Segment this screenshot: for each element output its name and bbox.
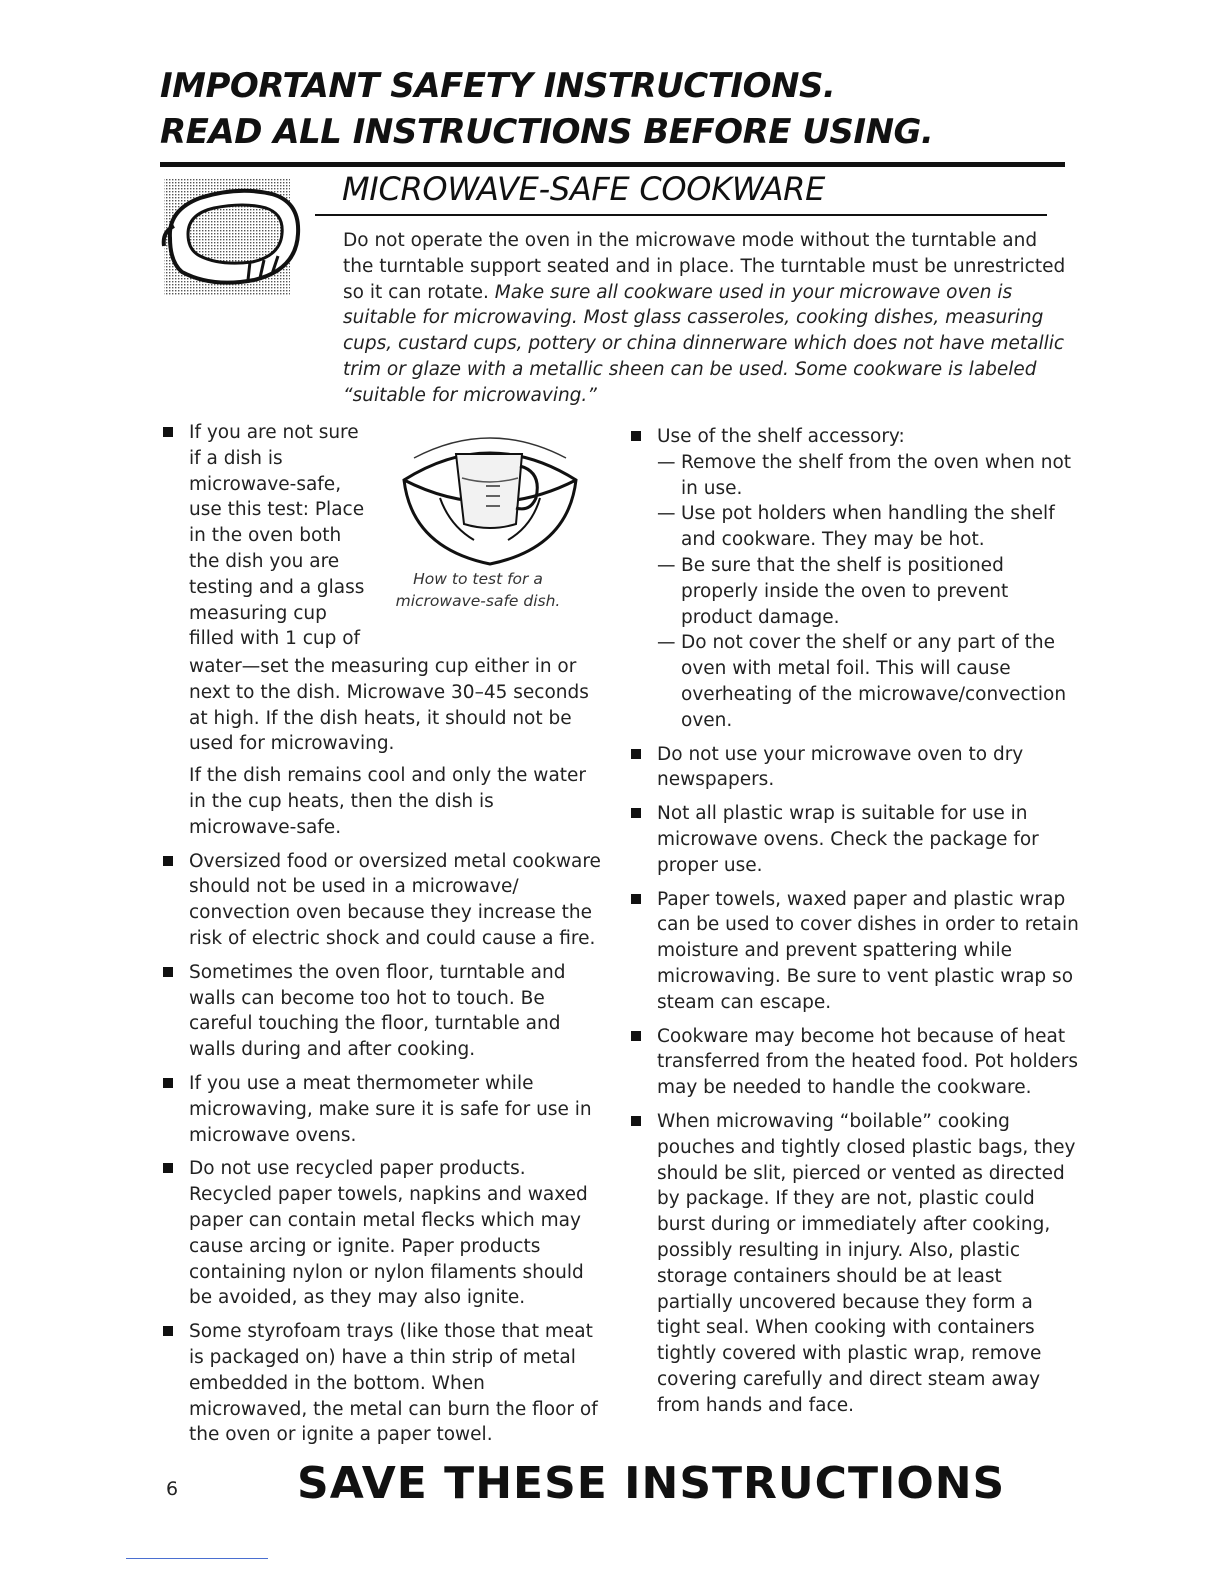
list-item-text: When microwaving “boilable” cooking pouches and tightly closed plastic bags, they should be slit, pierced or vented as directed by package. If they are not, plastic could burst during or immediately after cooking, possibly resulting in injury. Also, plastic storage containers should be at least partially uncovered because they form a tight seal. When cooking with containers tightly covered with plastic wrap, remove covering carefully and direct steam away from hands and face. (657, 1110, 1076, 1416)
shelf-subitem (657, 450, 1080, 502)
intro-paragraph (343, 228, 1073, 409)
list-item (630, 887, 1080, 1016)
list-item (630, 742, 1080, 794)
test-rest-text: water—set the measuring cup either in or next to the dish. Microwave 30–45 seconds at high. If the dish heats, it should not be used for microwaving. (189, 656, 589, 755)
list-item (630, 801, 1080, 878)
dash: — (657, 632, 676, 654)
list-item (162, 1156, 602, 1311)
list-item (630, 1109, 1080, 1419)
list-item-text: Sometimes the oven floor, turntable and walls can become too hot to touch. Be careful touching the floor, turntable and walls during and after cooking. (189, 961, 566, 1061)
intro-italic-text: Make sure all cookware used in your microwave oven is suitable for microwaving. Most glass casseroles, cooking dishes, measuring cups, custard cups, pottery or china dinnerware which does not have metallic trim or glaze with a metallic sheen can be used. Some cookware is labeled “suitable for microwaving.” (343, 281, 1065, 406)
list-item-text: Not all plastic wrap is suitable for use in microwave ovens. Check the package for proper use. (657, 803, 1039, 876)
section-rule (315, 214, 1047, 216)
test-result-text: If the dish remains cool and only the water in the cup heats, then the dish is microwave-safe. (189, 765, 587, 838)
bullet-icon (163, 967, 173, 977)
list-item (162, 1071, 602, 1148)
bullet-icon (631, 1116, 641, 1126)
header-line-1: IMPORTANT SAFETY INSTRUCTIONS. (160, 66, 836, 106)
list-item-text: Paper towels, waxed paper and plastic wrap can be used to cover dishes in order to retain moisture and prevent spattering while microwaving. Be sure to vent plastic wrap so steam can escape. (657, 888, 1079, 1013)
figure-caption: How to test for a microwave-safe dish. (395, 570, 561, 610)
right-column (630, 424, 1080, 1426)
list-item-text: Cookware may become hot because of heat transferred from the heated food. Pot holders may be needed to handle the cookware. (657, 1025, 1078, 1099)
measuring-cup-in-bowl-illustration (390, 428, 590, 578)
bullet-icon (631, 894, 641, 904)
bullet-icon (163, 427, 173, 437)
header-line-2: READ ALL INSTRUCTIONS BEFORE USING. (160, 112, 934, 152)
bullet-icon (163, 1078, 173, 1088)
shelf-subitem-text: Do not cover the shelf or any part of the oven with metal foil. This will cause overheating of the microwave/convection oven. (681, 632, 1067, 731)
cookware-dish-icon (160, 176, 308, 298)
bullet-icon (163, 1326, 173, 1336)
list-item (630, 424, 1080, 734)
bottom-divider (126, 1558, 268, 1559)
list-item-text: If you use a meat thermometer while microwaving, make sure it is safe for use in microwave ovens. (189, 1072, 592, 1146)
shelf-subitem (657, 553, 1080, 630)
shelf-intro: Use of the shelf accessory: (657, 426, 905, 447)
dash: — (657, 554, 676, 576)
page-number: 6 (166, 1478, 179, 1500)
dash: — (657, 451, 676, 473)
shelf-subitem-text: Remove the shelf from the oven when not in use. (681, 451, 1072, 499)
header-rule (160, 162, 1065, 167)
bullet-icon (163, 1163, 173, 1173)
list-item (162, 960, 602, 1063)
bullet-icon (631, 749, 641, 759)
section-title: MICROWAVE-SAFE COOKWARE (342, 170, 826, 208)
list-item-text: Do not use your microwave oven to dry newspapers. (657, 743, 1024, 791)
list-item (162, 420, 602, 841)
list-item-text: Oversized food or oversized metal cookware should not be used in a microwave/ convection oven because they increase the risk of electric shock and could cause a fire. (189, 850, 601, 949)
list-item-text: Some styrofoam trays (like those that meat is packaged on) have a thin strip of metal embedded in the bottom. When microwaved, the metal can burn the floor of the oven or ignite a paper towel. (189, 1321, 598, 1446)
dash: — (657, 503, 676, 525)
list-item-text: Do not use recycled paper products. Recycled paper towels, napkins and waxed paper can contain metal flecks which may cause arcing or ignite. Paper products containing nylon or nylon filaments should be avoided, as they may also ignite. (189, 1158, 588, 1309)
left-column (162, 420, 602, 1456)
test-intro-text: If you are not sure if a dish is microwave-safe, use this test: Place in the oven both the dish you are testing and a glass measuring cup filled with 1 cup of (189, 422, 365, 650)
shelf-subitem-text: Be sure that the shelf is positioned properly inside the oven to prevent product damage. (681, 554, 1009, 628)
footer-title: SAVE THESE INSTRUCTIONS (297, 1458, 1006, 1509)
list-item (630, 1024, 1080, 1101)
bullet-icon (631, 1031, 641, 1041)
shelf-subitem (657, 501, 1080, 553)
shelf-subitem (657, 630, 1080, 733)
list-item (162, 849, 602, 952)
bullet-icon (631, 808, 641, 818)
list-item (162, 1319, 602, 1448)
shelf-subitem-text: Use pot holders when handling the shelf and cookware. They may be hot. (681, 503, 1055, 551)
bullet-icon (163, 856, 173, 866)
intro-plain-text: Do not operate the oven in the microwave mode without the turntable and the turntable support seated and in place. The turntable must be unrestricted so it can rotate. (343, 230, 1066, 303)
bullet-icon (631, 431, 641, 441)
